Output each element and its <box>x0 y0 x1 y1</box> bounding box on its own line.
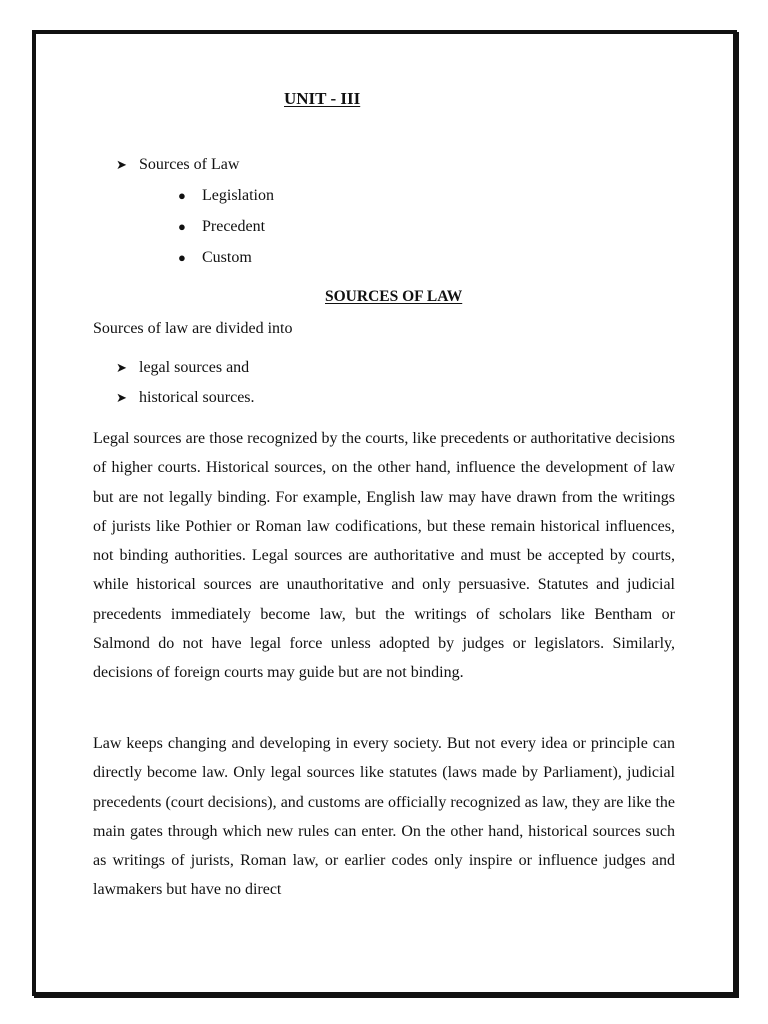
division-label: legal sources and <box>139 359 250 376</box>
outline-subtopic-label: Precedent <box>202 218 266 235</box>
division-item <box>116 359 249 377</box>
arrowhead-bullet-icon: ➤ <box>116 157 127 172</box>
round-bullet-icon: ● <box>178 219 186 234</box>
division-item <box>116 389 255 407</box>
outline-subtopic <box>178 249 252 267</box>
unit-title: UNIT - III <box>284 89 361 108</box>
section-heading: SOURCES OF LAW <box>325 288 463 305</box>
outline-subtopic-label: Legislation <box>202 187 274 204</box>
outline-subtopic-label: Custom <box>202 249 252 266</box>
outline-subtopic <box>178 187 274 205</box>
body-paragraph: Legal sources are those recognized by the courts, like precedents or authoritative decisions of higher courts. Historical sources, on the other hand, influence the development of law but are not legally binding. For example, English law may have drawn from the writings of jurists like Pothier or Roman law codifications, but these remain historical influences, not binding authorities. Legal sources are authoritative and must be accepted by courts, while historical sources are unauthoritative and only persuasive. Statutes and judicial precedents immediately become law, but the writings of scholars like Bentham or Salmond do not have legal force unless adopted by judges or legislators. Similarly, decisions of foreign courts may guide but are not binding. <box>93 430 675 682</box>
round-bullet-icon: ● <box>178 250 186 265</box>
division-label: historical sources. <box>139 389 255 406</box>
round-bullet-icon: ● <box>178 188 186 203</box>
arrowhead-bullet-icon: ➤ <box>116 360 127 375</box>
outline-topic <box>116 156 239 174</box>
intro-line: Sources of law are divided into <box>93 320 293 337</box>
arrowhead-bullet-icon: ➤ <box>116 390 127 405</box>
outline-subtopic <box>178 218 265 236</box>
body-paragraph: Law keeps changing and developing in every society. But not every idea or principle can directly become law. Only legal sources like statutes (laws made by Parliament), judicial precedents (court decisions), and customs are officially recognized as law, they are like the main gates through which new rules can enter. On the other hand, historical sources such as writings of jurists, Roman law, or earlier codes only inspire or influence judges and lawmakers but have no direct <box>93 735 675 899</box>
outline-topic-label: Sources of Law <box>139 156 240 173</box>
